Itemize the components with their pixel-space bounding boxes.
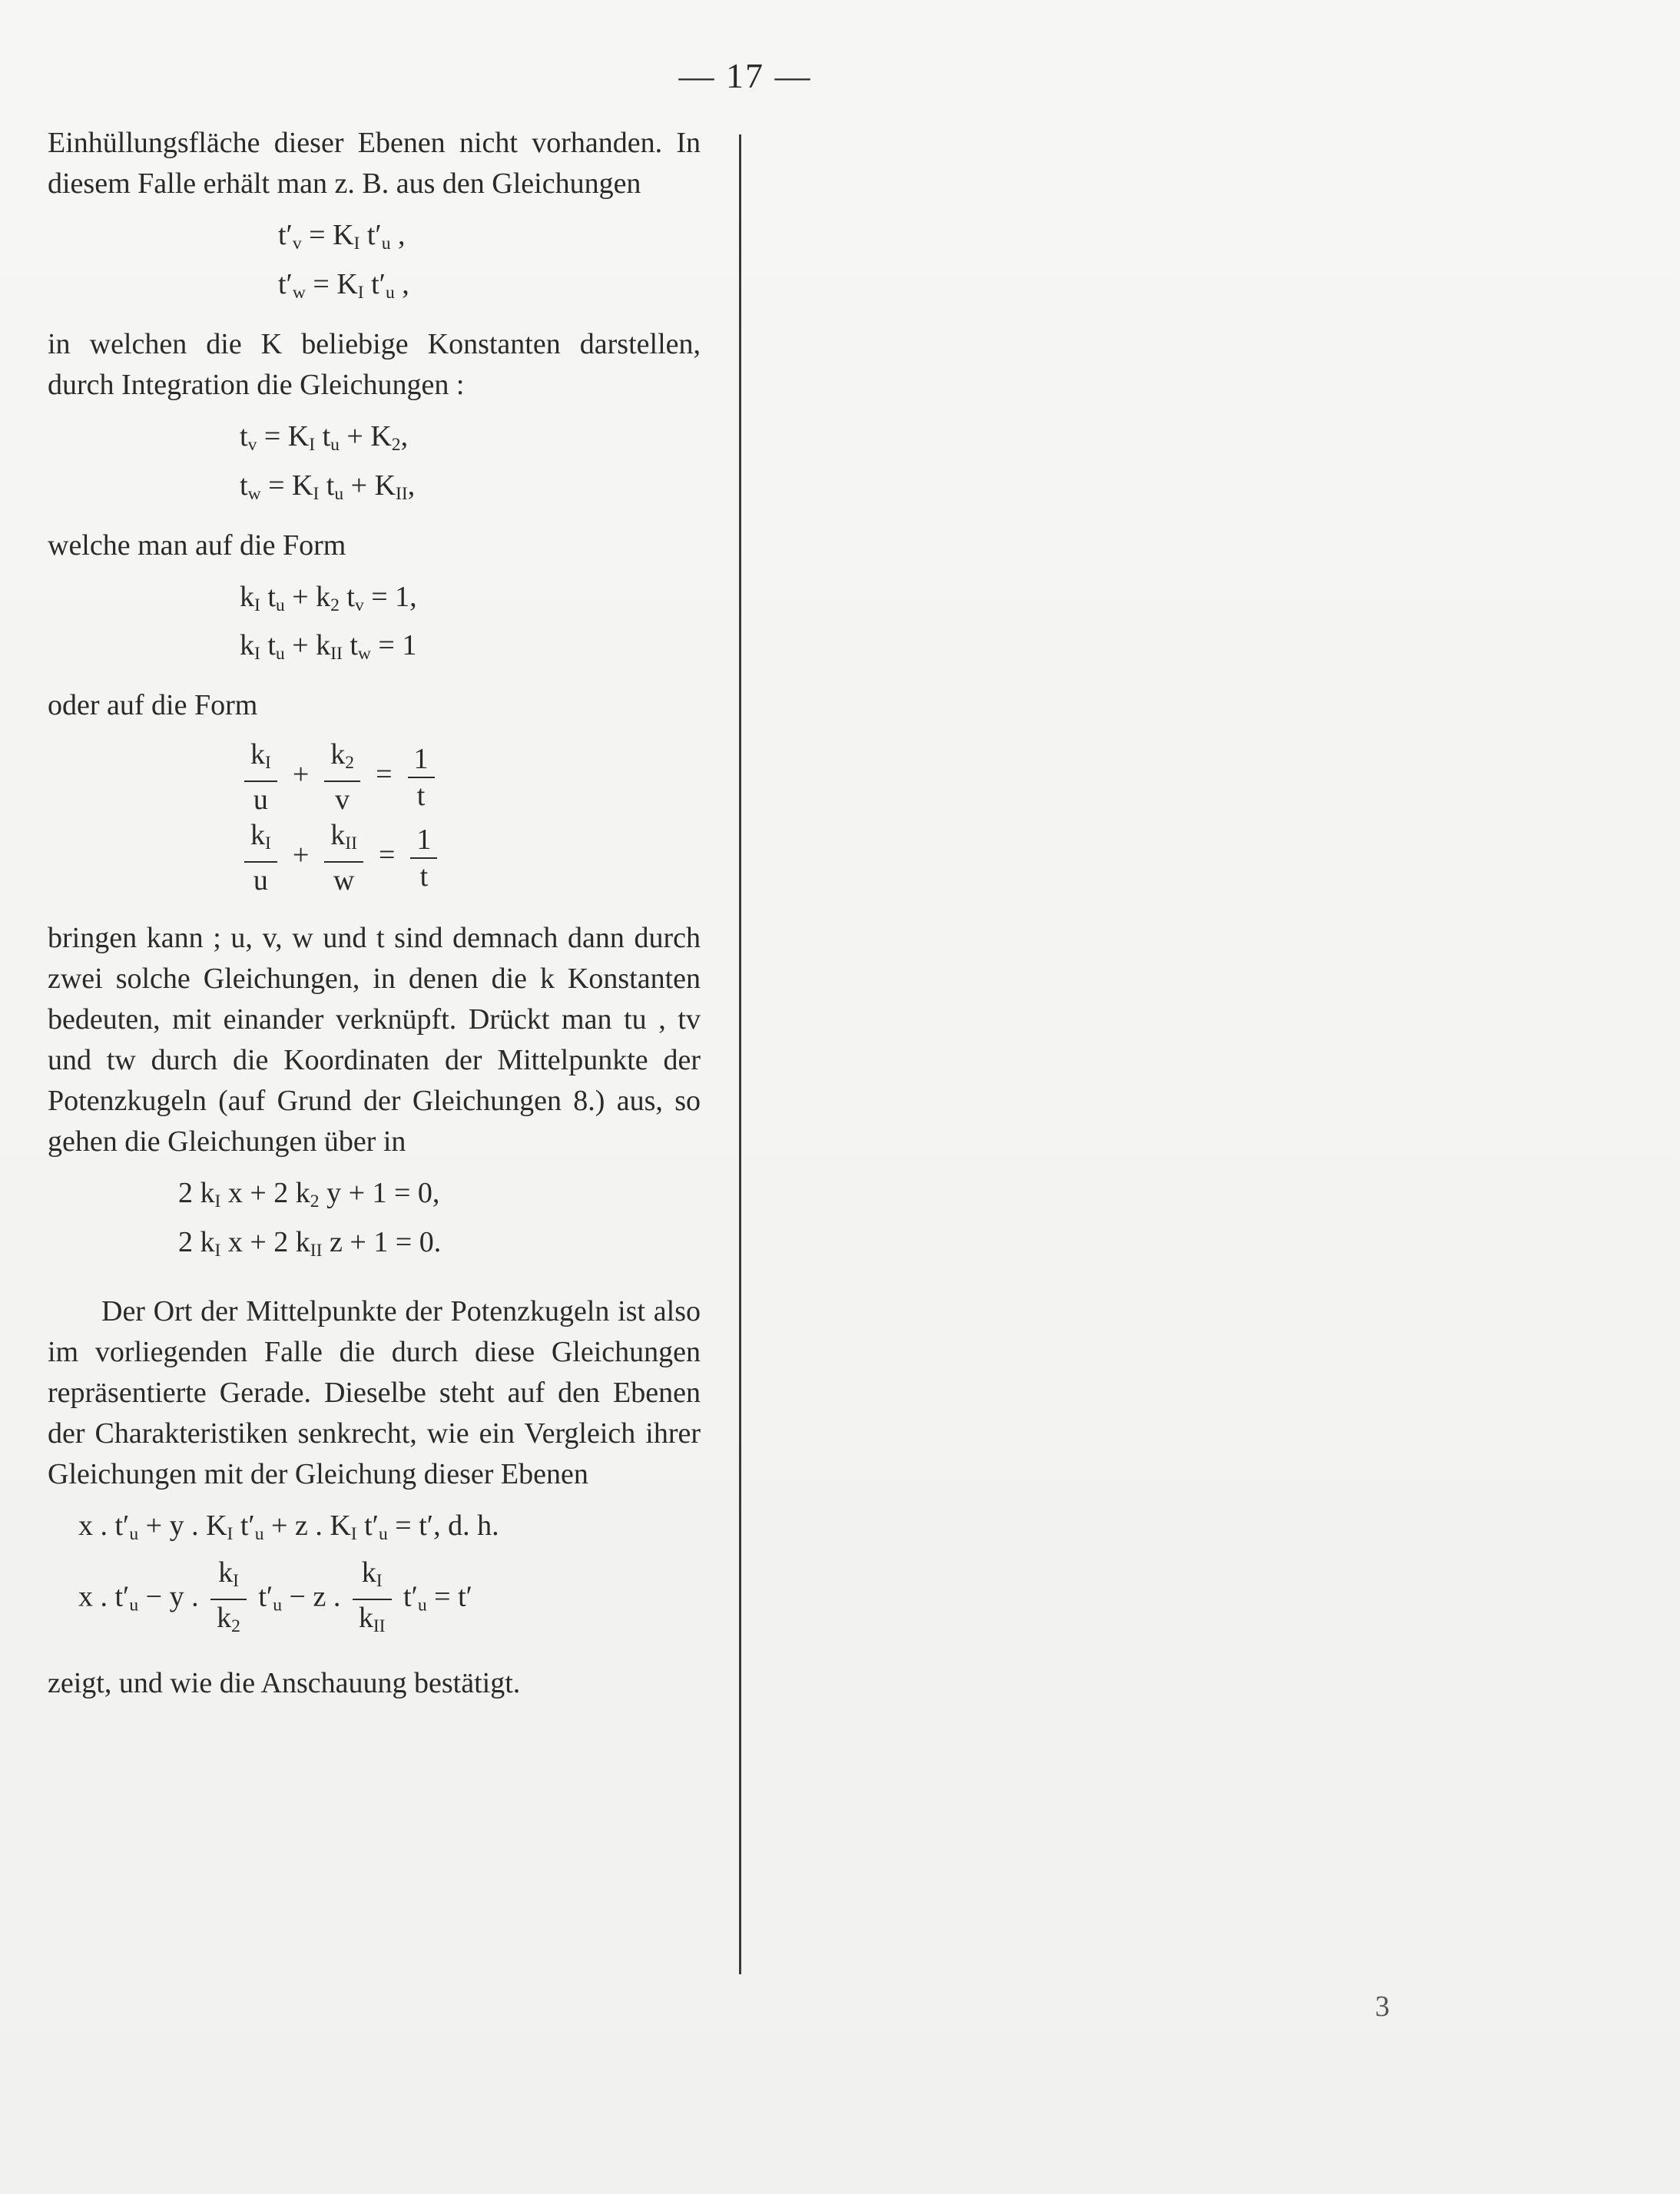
equation-5a: 2 $k_I$ x + 2 $k_2$ y + 1 = 0, [178,1177,440,1211]
equation-3a: $k_I$ $t_u + k_2$ $t_v = 1$, [240,580,417,615]
dh-label: d. h. [448,1509,499,1542]
equation-6a: x . $t'_u + y$ . $K_I$ $t'_u + z$ . $K_I$ $t'_u = t'$, d. h. [78,1509,499,1544]
paragraph-5: bringen kann ; u, v, w und t sind demnach dann durch zwei solche Gleichungen, in denen die k Konstanten bedeuten, mit einander verknüpft. Drückt man tu , tv und tw durch die Koordinaten der Mittelpunkte der Potenzkugeln (auf Grund der Gleichungen 8.) aus, so gehen die Gleichungen über in [48,922,701,1158]
paragraph-3: welche man auf die Form [48,529,346,562]
paragraph-6: Der Ort der Mittelpunkte der Potenzkugeln ist also im vorliegenden Falle die durch diese Gleichungen repräsentierte Gerade. Dieselbe steht auf den Ebenen der Charakteristiken senkrecht, wie ein Vergleich ihrer Gleichungen mit der Gleichung dieser Ebenen [48,1294,701,1490]
signature-mark: 3 [1375,1990,1390,2023]
equation-4b: $\frac{k_I}{u}$ + $\frac{k_{II}}{w}$ = $\frac{1}{t}$ [48,817,701,898]
equation-3b: $k_I$ $t_u + k_{II}$ $t_w = 1$ [240,629,417,664]
equation-5b: 2 $k_I$ x + 2 $k_{II}$ z + 1 = 0. [178,1225,442,1261]
equation-4a: $\frac{k_I}{u}$ + $\frac{k_2}{v}$ = $\frac{1}{t}$ [48,737,701,817]
equation-2b: $t_w = K_I$ $t_u + K_{II}$, [240,469,416,504]
page-number: — 17 — [678,56,812,95]
paragraph-4: oder auf die Form [48,689,258,722]
column-divider [739,134,741,1974]
equation-6b: x . $t'_u - y$ . $\frac{k_I}{k_2}$ $t'_u - z$ . $\frac{k_I}{k_{II}}$ $t'_u = t'$ [78,1556,472,1636]
equation-1b: $t'_w = K_I$ $t'_u$ , [278,267,409,303]
left-column [48,123,701,1704]
paragraph-7: zeigt, und wie die Anschauung bestätigt. [48,1667,521,1700]
equation-1a: $t'_v = K_I$ $t'_u$ , [278,219,406,254]
paragraph-1: Einhüllungsfläche dieser Ebenen nicht vorhanden. In diesem Falle erhält man z. B. aus den Gleichungen [48,127,701,200]
paragraph-2: in welchen die K beliebige Konstanten darstellen, durch Integration die Gleichungen : [48,327,701,401]
equation-2a: $t_v = K_I$ $t_u + K_2$, [240,419,409,455]
